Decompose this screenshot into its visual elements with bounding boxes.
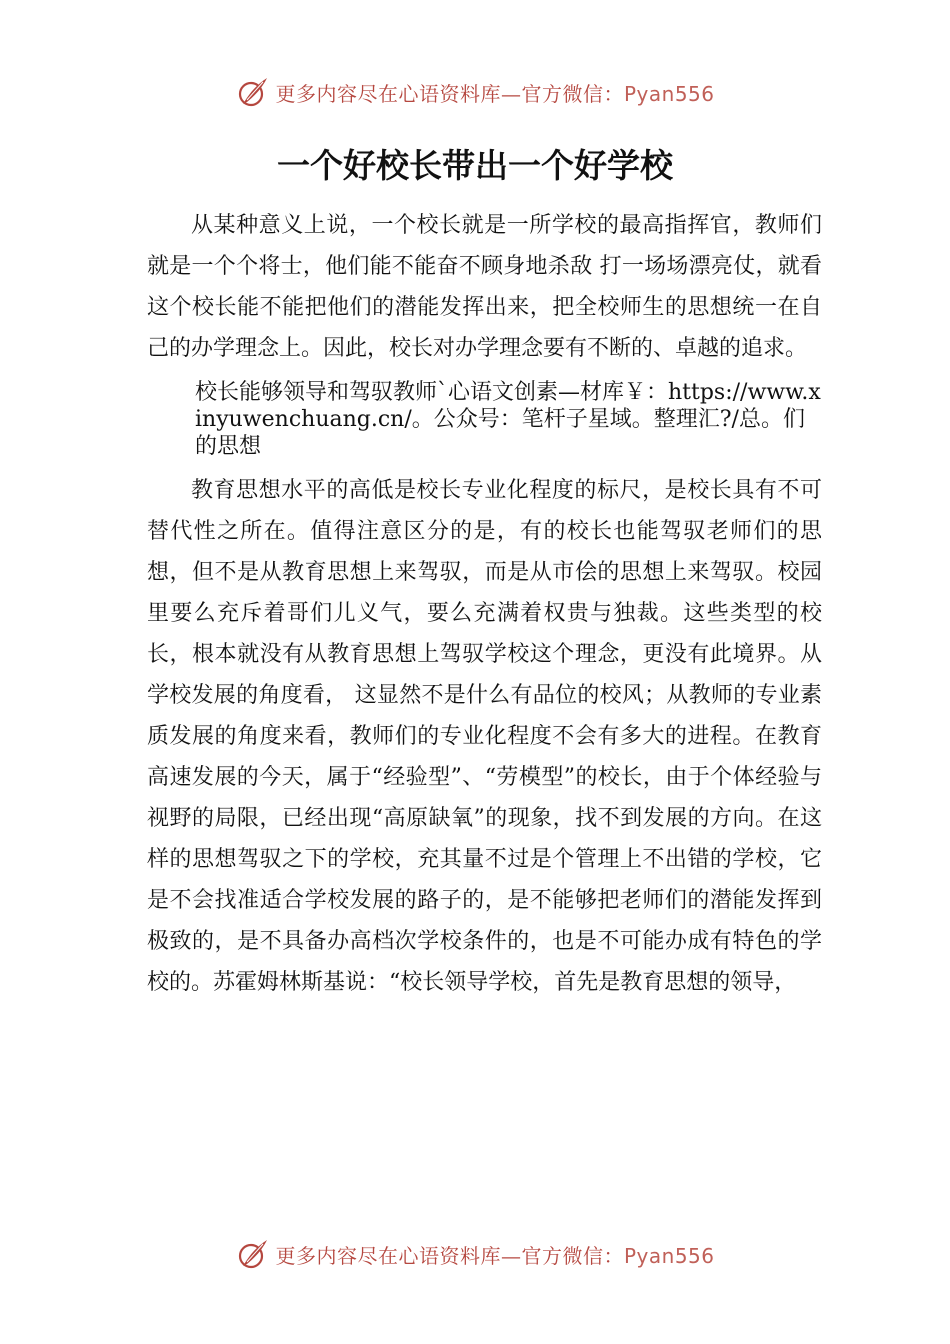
document-title: 一个好校长带出一个好学校 [277, 146, 673, 185]
watermark-text: 更多内容尽在心语资料库—官方微信： [275, 81, 624, 106]
inserted-note: 校长能够领导和驾驭教师`心语文创素—材库￥：https://www.xinyuwenchuang.cn/。公众号：笔杆子星域。整理汇?/总。们的思想 [195, 380, 821, 459]
watermark-text: 更多内容尽在心语资料库—官方微信： [275, 1243, 624, 1268]
feather-quill-logo-icon [235, 74, 271, 110]
header-watermark [0, 72, 950, 112]
footer-watermark [0, 1234, 950, 1274]
feather-quill-logo-icon [235, 1236, 271, 1272]
paragraph-2: 教育思想水平的高低是校长专业化程度的标尺，是校长具有不可替代性之所在。值得注意区分的是，有的校长也能驾驭老师们的思想，但不是从教育思想上来驾驭，而是从市侩的思想上来驾驭。校园里要么充斥着哥们儿义气，要么充满着权贵与独裁。这些类型的校长，根本就没有从教育思想上驾驭学校这个理念，更没有此境界。从学校发展的角度看， 这显然不是什么有品位的校风；从教师的专业素质发展的角度来看，教师们的专业化程度不会有多大的进程。在教育高速发展的今天，属于“经验型”、“劳模型”的校长，由于个体经验与视野的局限，已经出现“高原缺氧”的现象，找不到发展的方向。在这样的思想驾驭之下的学校，充其量不过是个管理上不出错的学校，它是不会找准适合学校发展的路子的，是不能够把老师们的潜能发挥到极致的，是不具备办高档次学校条件的，也是不可能办成有特色的学校的。苏霍姆林斯基说：“校长领导学校，首先是教育思想的领导， [147, 478, 822, 995]
watermark-wechat-id: Pyan556 [623, 81, 715, 106]
paragraph-1: 从某种意义上说，一个校长就是一所学校的最高指挥官，教师们就是一个个将士，他们能不能奋不顾身地杀敌 打一场场漂亮仗，就看这个校长能不能把他们的潜能发挥出来，把全校师生的思想统一在自己的办学理念上。因此，校长对办学理念要有不断的、卓越的追求。 [147, 213, 822, 361]
document-body [147, 205, 822, 1003]
watermark-wechat-id: Pyan556 [623, 1243, 715, 1268]
